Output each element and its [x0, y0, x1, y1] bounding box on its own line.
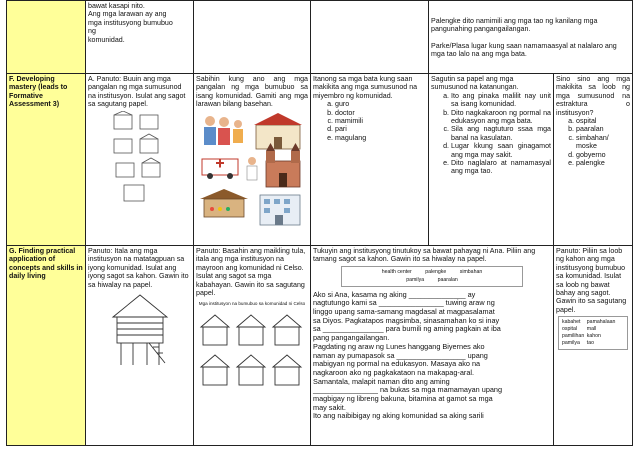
word-bank-item: palengke — [425, 268, 447, 275]
choice-item: pamilihan — [562, 333, 585, 340]
list-item: d. gobyerno — [576, 151, 630, 159]
row-f-label: F. Developing mastery (leads to Formative Assessment 3) — [7, 74, 86, 246]
community-members-image — [198, 111, 306, 231]
choice-item: kahon — [586, 333, 601, 340]
cell-f-b: Sabihin kung ano ang mga pangalan ng mga bumubuo sa isang komunidad. Gamiti ang mga larawan bilang basehan. — [194, 74, 311, 246]
member-list — [313, 100, 426, 142]
list-item: a. Ito ang pinaka malilit nay unit sa isang komunidad. — [451, 92, 551, 109]
cell-f-c: Itanong sa mga bata kung saan makikita ang mga sumusunod na miyembro ng komunidad. a. guro b. doctor c. mamimili d. pari e. magulang — [311, 74, 429, 246]
choice-item: pamilya — [562, 340, 580, 347]
list-item: a. ospital — [576, 117, 630, 125]
cell-top-d-e: Palengke dito namimili ang mga tao ng kanilang mga pangunahing pangangailangan. Parke/Plasa lugar kung saan namamaasyal at nalalaro ang mga tao lalo na ang mga bata. — [429, 1, 633, 74]
passage-line: pang pangangailangan. — [313, 333, 390, 343]
cell-g-a: Panuto: Itala ang mga institusyon na matatagpuan sa iyong komunidad. Isulat ang iyong sagot sa kahon. Gawin ito sa hiwalay na papel. — [86, 246, 194, 446]
lesson-plan-table — [6, 0, 633, 446]
list-item: d. pari — [335, 125, 426, 133]
list-item: e. magulang — [335, 134, 426, 142]
cell-top-b — [194, 1, 311, 74]
institution-puzzle-image — [110, 111, 170, 206]
list-item: c. simbahan/ moske — [576, 134, 630, 151]
passage-line: Pagdating ng araw ng Lunes hanggang Biyernes ako — [313, 341, 485, 351]
passage-line: sa _______________ para bumili ng aming pagkain at iba — [313, 324, 501, 334]
word-bank — [341, 266, 523, 287]
word-bank-item: paaralan — [437, 277, 458, 284]
houses-caption: Mga institusyon na bumubuo sa komunidad ni Celso — [198, 301, 306, 307]
cell-g-cd: Tukuyin ang institusyong tinutukoy sa bawat pahayag ni Ana. Piliin ang tamang sagot sa kahon. Gawin ito sa hiwalay na papel. health center palengke simbahan pamilya paaralan Ako si Ana, kasama ng aking ______________ ay nagtutungo kami sa ________________ tuwing araw ng linggo upang sama-samang magdasal at magpasalamat sa Diyos. Pagkatapos magsimba, sinasamahan ko si inay sa _______________ para bumili ng aming pagkain at iba pang pangangailangan. Pagdating ng araw ng Lunes hanggang Biyernes ako naman ay pumapasok sa _________________ upang mabigyan ng pormal na edukasyon. Masaya ako na nagkaroon ako ng pagkakataon na makapag-aral. Samantala, malapit naman dito ang aming ________________ na bukas sa mga mamamayan upang magbigay ng libreng bakuna, bitamina at gamot sa mga may sakit. Ito ang naibibigay ng aking komunidad sa aking sarili — [311, 246, 554, 446]
list-item: c. mamimili — [335, 117, 426, 125]
answer-houses-image — [197, 311, 307, 391]
row-g-label: G. Finding practical application of concepts and skills in daily living — [7, 246, 86, 446]
cell-top-a: bawat kasapi nito. Ang mga larawan ay ang mga institusyong bumubuo ng komunidad. — [86, 1, 194, 74]
passage-line: Ito ang naibibigay ng aking komunidad sa aking sarili — [313, 411, 484, 421]
stilt-house-image — [109, 291, 171, 369]
list-item: e. palengke — [576, 159, 630, 167]
choice-item: kabahet — [562, 319, 581, 326]
word-bank-item: health center — [381, 268, 412, 275]
word-bank-item: pamilya — [406, 277, 425, 284]
list-item: e. Dito naglalaro at namamasyal ang mga tao. — [451, 159, 551, 176]
choice-item: ospital — [562, 326, 577, 333]
passage-line: ________________ na bukas sa mga mamamayan upang — [313, 385, 503, 395]
cell-f-a: A. Panuto: Buuin ang mga pangalan ng mga sumusunod na institusyon. Isulat ang sagot sa sagutang papel. — [86, 74, 194, 246]
label-cell-empty — [7, 1, 86, 74]
cell-f-e: Sino sino ang mga makikita sa loob ng mga sumusunod na estraktura o institusyon? a. ospital b. paaralan c. simbahan/ moske d. gobyerno e. palengke — [554, 74, 633, 246]
passage-line: naman ay pumapasok sa _________________ upang — [313, 350, 488, 360]
list-item: b. doctor — [335, 109, 426, 117]
choice-item: pamahalaan — [586, 319, 616, 326]
choice-item: mall — [586, 326, 597, 333]
row-f — [7, 74, 633, 246]
passage-line: may sakit. — [313, 402, 346, 412]
cell-f-d: Sagutin sa papel ang mga sumusunod na katanungan. a. Ito ang pinaka malilit nay unit sa isang komunidad. b. Dito nagkakaroon ng pormal na edukasyon ang mga bata. c. Sila ang nagtuturo ssaa mga banal na kasulatan. d. Lugar kkung saan ginagamot ang mga may sakit. e. Dito naglalaro at namamasyal ang mga tao. — [429, 74, 554, 246]
passage-line: Samantala, malapit naman dito ang aming — [313, 376, 450, 386]
row-g — [7, 246, 633, 446]
question-list — [431, 92, 551, 176]
passage-line: Ako si Ana, kasama ng aking ______________ ay — [313, 289, 476, 299]
cell-g-b: Panuto: Basahin ang maikling tula, itala ang mga institusyon na mayroon ang komunidad ni Celso. Isulat ang sagot sa mga kabahayan. Gawin ito sa sagutang papel. Mga institusyon na bumubuo sa komunidad ni Celso — [194, 246, 311, 446]
word-bank-item: simbahan — [459, 268, 483, 275]
choice-box — [558, 316, 628, 350]
list-item: c. Sila ang nagtuturo ssaa mga banal na kasulatan. — [451, 125, 551, 142]
cell-g-e: Panuto: Piliin sa loob ng kahon ang mga institusyong bumubuo sa komunidad. Isulat sa loob ng bawat bahay ang sagot. Gawin ito sa sagutang papel. kabahet pamahalaan ospital mall pamilihan kahon pamilya tao — [554, 246, 633, 446]
passage-line: linggo upang sama-samang magdasal at magpasalamat — [313, 307, 495, 317]
row-continuation — [7, 1, 633, 74]
passage — [313, 291, 551, 422]
list-item: b. paaralan — [576, 125, 630, 133]
passage-line: magbigay ng libreng bakuna, bitamina at gamot sa mga — [313, 394, 493, 404]
passage-line: mabigyan ng pormal na edukasyon. Masaya ako na — [313, 359, 481, 369]
structure-list — [556, 117, 630, 167]
list-item: b. Dito nagkakaroon ng pormal na edukasyon ang mga bata. — [451, 109, 551, 126]
cell-top-c — [311, 1, 429, 74]
passage-line: nagkaroon ako ng pagkakataon na makapag-aral. — [313, 367, 475, 377]
passage-line: nagtutungo kami sa ________________ tuwing araw ng — [313, 298, 495, 308]
passage-line: sa Diyos. Pagkatapos magsimba, sinasamahan ko si inay — [313, 315, 500, 325]
list-item: a. guro — [335, 100, 426, 108]
list-item: d. Lugar kkung saan ginagamot ang mga may sakit. — [451, 142, 551, 159]
choice-item: tao — [586, 340, 595, 347]
